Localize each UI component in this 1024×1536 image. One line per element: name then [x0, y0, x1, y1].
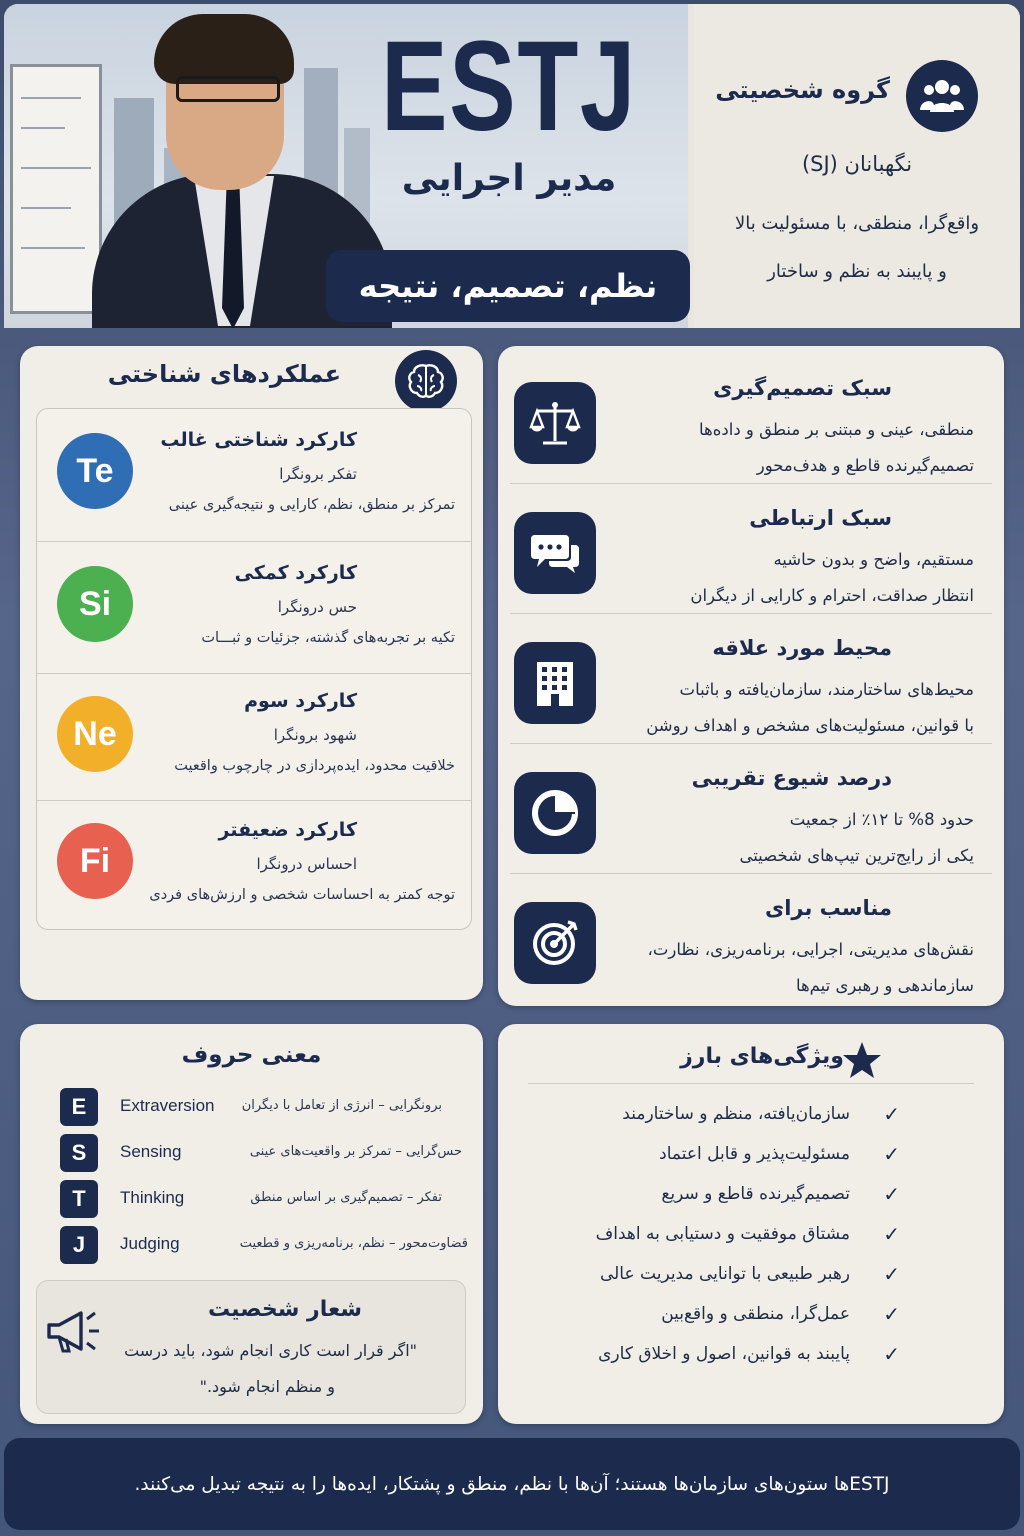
traits-title: ویژگی‌های بارز	[680, 1044, 844, 1069]
info-title: سبک تصمیم‌گیری	[713, 376, 892, 400]
letter-persian: تفکر – تصمیم‌گیری بر اساس منطق	[250, 1190, 442, 1205]
glasses	[176, 76, 280, 102]
personality-group	[694, 4, 1020, 328]
letter-english: Judging	[120, 1234, 180, 1253]
letters-meaning-panel	[20, 1024, 483, 1424]
info-line: انتظار صداقت، احترام و کارایی از دیگران	[690, 586, 974, 605]
letter-row	[60, 1134, 480, 1172]
function-title: کارکرد سوم	[244, 690, 357, 712]
trait-item: ✓ پایبند به قوانین، اصول و اخلاق کاری	[598, 1342, 900, 1366]
info-line: با قوانین، مسئولیت‌های مشخص و اهداف روشن	[646, 716, 974, 735]
info-line: سازماندهی و رهبری تیم‌ها	[795, 976, 974, 995]
function-subtitle: شهود برونگرا	[273, 726, 357, 744]
function-item-ne	[37, 674, 472, 801]
function-subtitle: حس درونگرا	[277, 598, 357, 616]
trait-item: ✓ سازمان‌یافته، منظم و ساختارمند	[622, 1102, 900, 1126]
trait-item: ✓ تصمیم‌گیرنده قاطع و سریع	[661, 1182, 900, 1206]
check-icon: ✓	[883, 1102, 900, 1126]
motto-pill	[326, 250, 690, 322]
whiteboard	[10, 64, 102, 314]
slogan-line: و منظم انجام شود."	[199, 1377, 335, 1396]
function-subtitle: احساس درونگرا	[256, 855, 357, 873]
motto-text: نظم، تصمیم، نتیجه	[358, 267, 658, 305]
check-icon: ✓	[883, 1302, 900, 1326]
trait-item: ✓ مشتاق موفقیت و دستیابی به اهداف	[595, 1222, 900, 1246]
info-decision-style	[510, 354, 992, 484]
letters-title: معنی حروف	[181, 1042, 322, 1068]
target-icon	[514, 902, 596, 984]
group-heading: گروه شخصیتی	[715, 76, 890, 104]
people-group-icon	[906, 60, 978, 132]
function-badge: Te	[57, 433, 133, 509]
info-title: مناسب برای	[764, 896, 892, 920]
letter-persian: برونگرایی – انرژی از تعامل با دیگران	[241, 1098, 442, 1113]
letter-english: Extraversion	[120, 1096, 215, 1115]
info-line: یکی از رایج‌ترین تیپ‌های شخصیتی	[739, 846, 974, 865]
function-description: توجه کمتر به احساسات شخصی و ارزش‌های فردی	[149, 887, 455, 903]
info-prevalence	[510, 744, 992, 874]
info-suitable-for	[510, 874, 992, 1004]
key-traits-panel	[498, 1024, 1004, 1424]
info-line: منطقی، عینی و مبتنی بر منطق و داده‌ها	[699, 420, 974, 439]
group-name: نگهبانان (SJ)	[801, 152, 913, 176]
function-title: کارکرد شناختی غالب	[160, 429, 357, 451]
page-subtitle: مدیر اجرایی	[401, 158, 617, 199]
letter-badge: S	[60, 1134, 98, 1172]
star-icon	[842, 1040, 882, 1080]
page-title: ESTJ	[381, 15, 637, 158]
info-line: حدود 8% تا ۱۲٪ از جمعیت	[789, 810, 974, 829]
megaphone-icon	[45, 1307, 109, 1357]
info-title: محیط مورد علاقه	[712, 636, 892, 660]
function-badge: Si	[57, 566, 133, 642]
function-item-fi	[37, 801, 472, 930]
function-title: کارکرد کمکی	[234, 562, 357, 584]
check-icon: ✓	[883, 1222, 900, 1246]
letter-row	[60, 1180, 480, 1218]
function-title: کارکرد ضعیفتر	[218, 819, 357, 841]
letter-row	[60, 1088, 480, 1126]
trait-item: ✓ عمل‌گرا، منطقی و واقع‌بین	[661, 1302, 900, 1326]
check-icon: ✓	[883, 1342, 900, 1366]
letter-badge: E	[60, 1088, 98, 1126]
pie-chart-icon	[514, 772, 596, 854]
letter-english: Thinking	[120, 1188, 185, 1207]
footer-banner	[4, 1438, 1020, 1530]
info-title: سبک ارتباطی	[749, 506, 892, 530]
check-icon: ✓	[883, 1262, 900, 1286]
trait-item: ✓ رهبر طبیعی با توانایی مدیریت عالی	[599, 1262, 900, 1286]
letter-row	[60, 1226, 480, 1264]
header	[4, 4, 1020, 328]
letter-badge: T	[60, 1180, 98, 1218]
function-item-te	[37, 409, 472, 542]
info-line: محیط‌های ساختارمند، سازمان‌یافته و باثبات	[679, 680, 974, 699]
function-description: خلاقیت محدود، ایده‌پردازی در چارچوب واقعیت	[174, 758, 455, 774]
slogan-title: شعار شخصیت	[207, 1297, 363, 1322]
letter-persian: حس‌گرایی – تمرکز بر واقعیت‌های عینی	[249, 1144, 462, 1159]
building-icon	[514, 642, 596, 724]
functions-list	[36, 408, 472, 930]
scales-icon	[514, 382, 596, 464]
brain-icon	[395, 350, 457, 412]
check-icon: ✓	[883, 1182, 900, 1206]
function-description: تکیه بر تجربه‌های گذشته، جزئیات و ثبـــات	[201, 630, 455, 646]
letter-persian: قضاوت‌محور – نظم، برنامه‌ریزی و قطعیت	[239, 1236, 468, 1251]
letter-english: Sensing	[120, 1142, 182, 1161]
cognitive-functions-panel	[20, 346, 483, 1000]
function-description: تمرکز بر منطق، نظم، کارایی و نتیجه‌گیری عینی	[168, 497, 455, 513]
function-badge: Fi	[57, 823, 133, 899]
check-icon: ✓	[883, 1142, 900, 1166]
function-item-si	[37, 542, 472, 674]
group-description: واقع‌گرا، منطقی، با مسئولیت بالا و پایبند به نظم و ساختار	[734, 213, 980, 282]
info-line: نقش‌های مدیریتی، اجرایی، برنامه‌ریزی، نظارت،	[647, 940, 974, 959]
letter-badge: J	[60, 1226, 98, 1264]
slogan-box	[36, 1280, 466, 1414]
chat-bubbles-icon	[514, 512, 596, 594]
function-subtitle: تفکر برونگرا	[279, 465, 357, 483]
info-line: تصمیم‌گیرنده قاطع و هدف‌محور	[756, 456, 974, 475]
info-title: درصد شیوع تقریبی	[691, 766, 892, 790]
slogan-line: "اگر قرار است کاری انجام شود، باید درست	[124, 1341, 417, 1360]
footer-text: ESTJها ستون‌های سازمان‌ها هستند؛ آن‌ها با نظم، منطق و پشتکار، ایده‌ها را به نتیجه تبدیل می‌کنند.	[134, 1473, 890, 1495]
info-panel	[498, 346, 1004, 1006]
info-preferred-environment	[510, 614, 992, 744]
info-communication-style	[510, 484, 992, 614]
info-line: مستقیم، واضح و بدون حاشیه	[773, 550, 974, 569]
functions-title: عملکردهای شناختی	[107, 360, 341, 388]
function-badge: Ne	[57, 696, 133, 772]
trait-item: ✓ مسئولیت‌پذیر و قابل اعتماد	[659, 1142, 900, 1166]
